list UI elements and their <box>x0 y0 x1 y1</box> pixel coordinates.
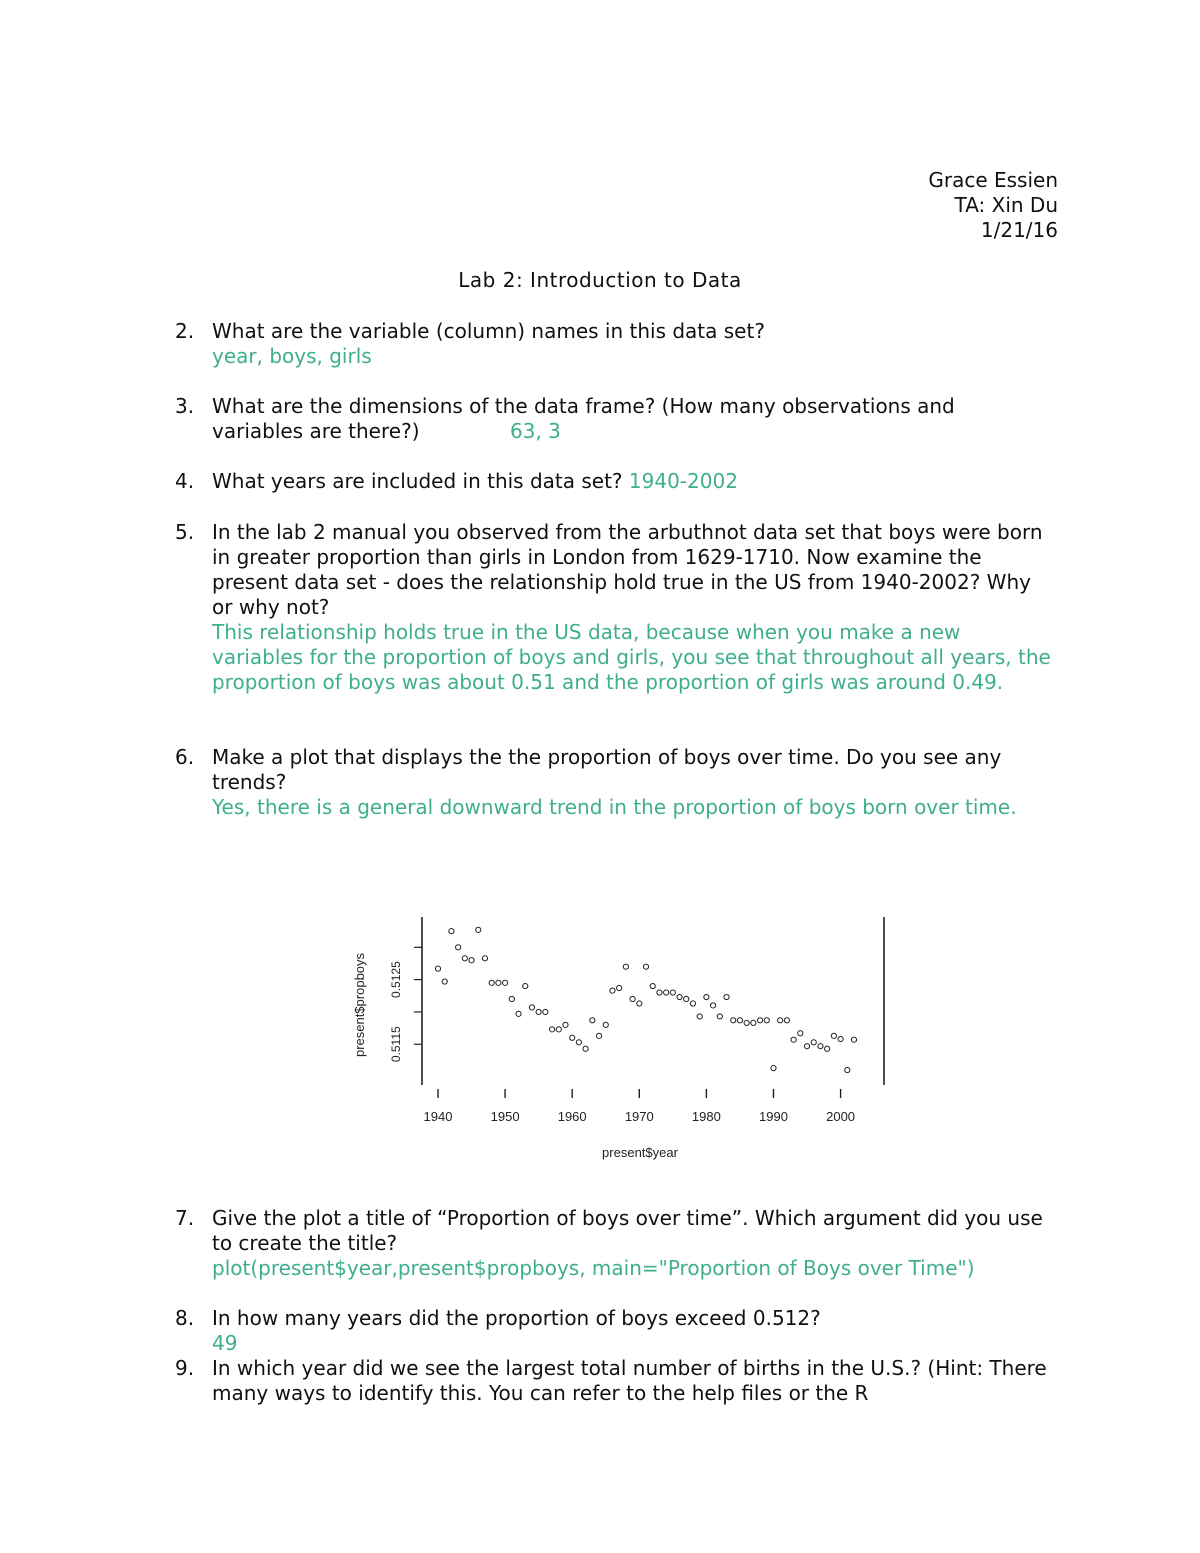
data-point <box>751 1020 756 1025</box>
question-9 <box>175 1356 1055 1406</box>
answer-text: 49 <box>212 1331 238 1355</box>
data-point <box>804 1044 809 1049</box>
data-point <box>449 929 454 934</box>
data-point <box>724 994 729 999</box>
y-tick-label: 0.5125 <box>389 961 403 998</box>
question-number: 2. <box>175 319 195 343</box>
data-point <box>590 1018 595 1023</box>
page-title: Lab 2: Introduction to Data <box>458 268 742 292</box>
data-point <box>731 1018 736 1023</box>
question-text: What are the dimensions of the data frame? (How many observations and variables are there?) <box>212 394 955 443</box>
data-point <box>543 1009 548 1014</box>
x-tick-label: 2000 <box>826 1109 856 1124</box>
question-text: In the lab 2 manual you observed from the arbuthnot data set that boys were born in greater proportion than girls in London from 1629-1710. Now examine the present data set - does the relationship hold true in the US from 1940-2002? Why or why not? <box>212 520 1043 619</box>
answer-text: Yes, there is a general downward trend in the proportion of boys born over time. <box>212 795 1017 819</box>
data-point <box>664 990 669 995</box>
data-point <box>845 1067 850 1072</box>
x-tick-label: 1980 <box>691 1109 721 1124</box>
question-number: 7. <box>175 1206 195 1230</box>
question-5 <box>175 520 1055 695</box>
question-number: 4. <box>175 469 195 493</box>
data-point <box>677 994 682 999</box>
data-point <box>744 1020 749 1025</box>
data-point <box>650 983 655 988</box>
x-tick-label: 1970 <box>624 1109 654 1124</box>
data-point <box>462 956 467 961</box>
data-point <box>442 979 447 984</box>
question-number: 9. <box>175 1356 195 1380</box>
data-point <box>798 1031 803 1036</box>
data-point <box>637 1001 642 1006</box>
question-number: 6. <box>175 745 195 769</box>
scatter-chart <box>340 905 900 1170</box>
answer-text: 63, 3 <box>510 419 561 443</box>
data-point <box>563 1022 568 1027</box>
question-number: 8. <box>175 1306 195 1330</box>
data-point <box>643 964 648 969</box>
data-point <box>502 980 507 985</box>
data-point <box>818 1044 823 1049</box>
x-tick-label: 1990 <box>759 1109 788 1124</box>
question-text: Make a plot that displays the the proportion of boys over time. Do you see any trends? <box>212 745 1002 794</box>
data-point <box>476 927 481 932</box>
data-point <box>509 996 514 1001</box>
data-point <box>764 1018 769 1023</box>
axes-group <box>389 917 884 1124</box>
data-point <box>596 1033 601 1038</box>
data-point <box>784 1018 789 1023</box>
question-number: 3. <box>175 394 195 418</box>
data-point <box>549 1027 554 1032</box>
data-point <box>771 1066 776 1071</box>
data-point <box>811 1040 816 1045</box>
header-block <box>928 168 1058 243</box>
data-point <box>570 1035 575 1040</box>
data-point <box>576 1040 581 1045</box>
data-point <box>603 1022 608 1027</box>
answer-text: This relationship holds true in the US data, because when you make a new variables for the proportion of boys and girls, you see that throughout all years, the proportion of boys was about 0.51 and the proportion of girls was around 0.49. <box>212 620 1051 694</box>
question-text: What are the variable (column) names in this data set? <box>212 319 765 343</box>
data-point <box>516 1011 521 1016</box>
data-point <box>623 964 628 969</box>
data-point <box>610 988 615 993</box>
x-axis-label: present$year <box>602 1145 678 1160</box>
x-tick-label: 1940 <box>423 1109 453 1124</box>
data-point <box>778 1018 783 1023</box>
data-point <box>583 1046 588 1051</box>
y-axis-label: present$propboys <box>352 952 367 1058</box>
data-point <box>717 1014 722 1019</box>
data-point <box>684 996 689 1001</box>
data-point <box>556 1027 561 1032</box>
question-text: In how many years did the proportion of boys exceed 0.512? <box>212 1306 821 1330</box>
data-point <box>435 966 440 971</box>
question-7 <box>175 1206 1055 1281</box>
question-6 <box>175 745 1055 820</box>
data-point <box>737 1018 742 1023</box>
document-date: 1/21/16 <box>980 218 1058 242</box>
data-point <box>670 990 675 995</box>
data-point <box>617 985 622 990</box>
data-point <box>690 1001 695 1006</box>
question-4 <box>175 469 1055 494</box>
answer-text: 1940-2002 <box>628 469 738 493</box>
data-point <box>838 1036 843 1041</box>
question-8 <box>175 1306 1055 1356</box>
data-point <box>489 980 494 985</box>
data-point <box>630 996 635 1001</box>
data-point <box>851 1037 856 1042</box>
data-point <box>831 1033 836 1038</box>
y-tick-label: 0.5115 <box>389 1026 403 1063</box>
x-tick-label: 1950 <box>490 1109 520 1124</box>
data-point <box>469 958 474 963</box>
data-point <box>536 1009 541 1014</box>
scatter-plot-svg <box>340 905 900 1170</box>
x-tick-label: 1960 <box>557 1109 587 1124</box>
answer-text: year, boys, girls <box>212 344 372 368</box>
question-text: Give the plot a title of “Proportion of boys over time”. Which argument did you use to create the title? <box>212 1206 1043 1255</box>
points-group <box>435 927 856 1072</box>
data-point <box>529 1005 534 1010</box>
data-point <box>757 1018 762 1023</box>
question-3 <box>175 394 1055 444</box>
data-point <box>496 980 501 985</box>
data-point <box>482 956 487 961</box>
answer-text: plot(present$year,present$propboys, main="Proportion of Boys over Time") <box>212 1256 975 1280</box>
data-point <box>697 1014 702 1019</box>
data-point <box>657 990 662 995</box>
question-text: In which year did we see the largest total number of births in the U.S.? (Hint: There many ways to identify this. You can refer to the help files or the R <box>212 1356 1047 1405</box>
data-point <box>791 1037 796 1042</box>
question-2 <box>175 319 1055 369</box>
question-number: 5. <box>175 520 195 544</box>
author-name: Grace Essien <box>928 168 1058 192</box>
ta-name: TA: Xin Du <box>954 193 1058 217</box>
data-point <box>456 945 461 950</box>
data-point <box>523 983 528 988</box>
data-point <box>704 994 709 999</box>
data-point <box>710 1003 715 1008</box>
question-text: What years are included in this data set? <box>212 469 623 493</box>
data-point <box>825 1046 830 1051</box>
